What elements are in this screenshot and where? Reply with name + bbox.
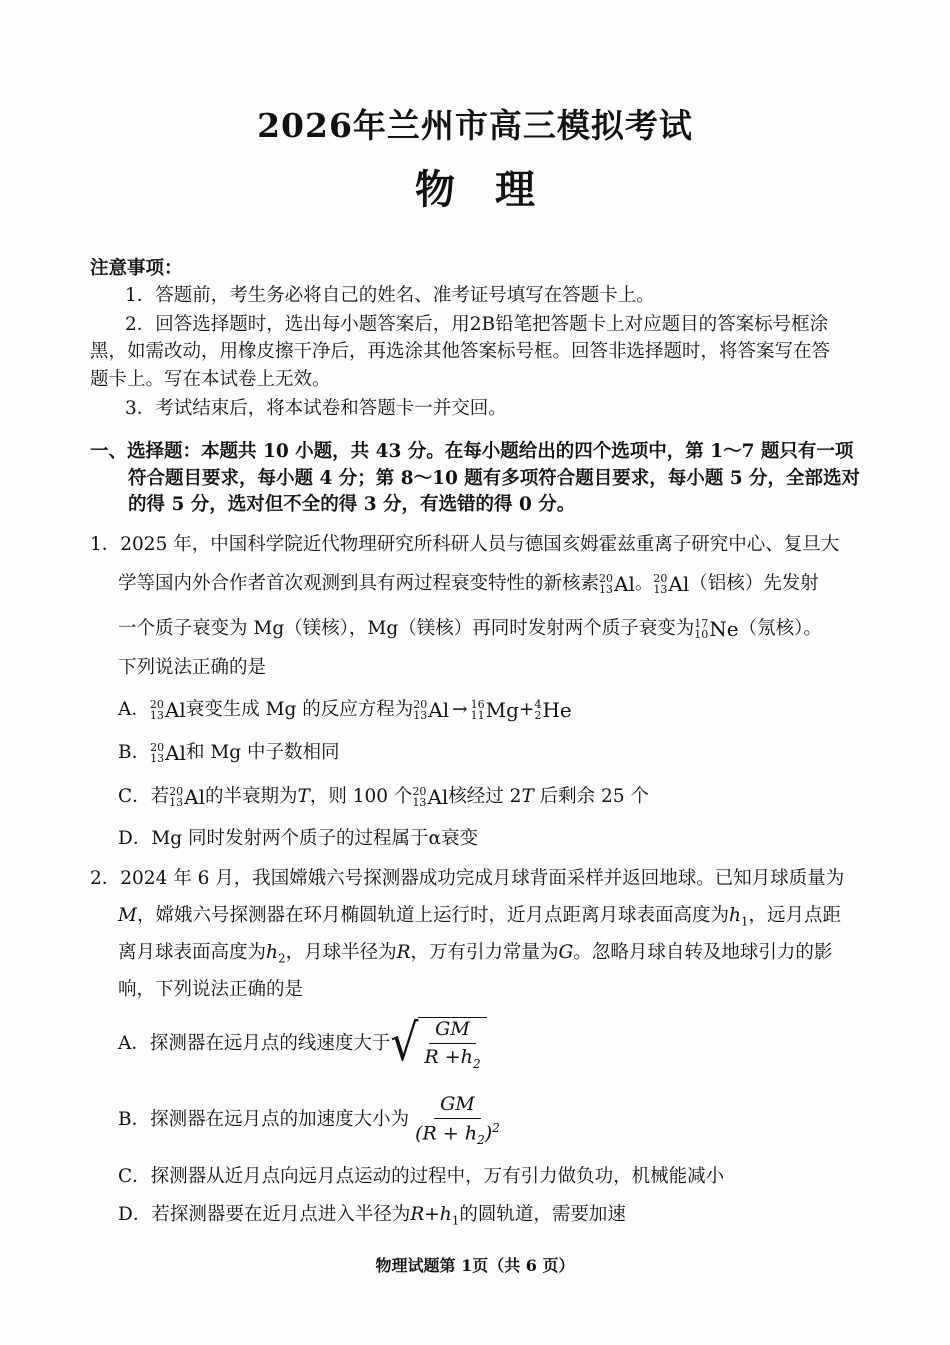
nuclide-he: 4 2 He — [534, 698, 572, 722]
q2-option-c: C．探测器从近月点向远月点运动的过程中，万有引力做负功，机械能减小 — [118, 1166, 725, 1187]
q1-line-3: 一个质子衰变为 Mg（镁核），Mg（镁核）再同时发射两个质子衰变为 17 10 Ne （氖核）。 — [118, 617, 822, 641]
section-heading-line-2: 符合题目要求，每小题 4 分；第 8～10 题有多项符合题目要求，每小题 5 分，全部选对 — [128, 468, 861, 489]
exam-title: 2026年兰州市高三模拟考试 — [257, 106, 693, 145]
nuclide-al: 20 13 Al — [150, 741, 186, 765]
q2-line-4: 响，下列说法正确的是 — [118, 979, 304, 1000]
page-footer: 物理试题第 1页（共 6 页） — [375, 1256, 575, 1275]
q2-line-1: 2．2024 年 6 月，我国嫦娥六号探测器成功完成月球背面采样并返回地球。已知月球质量为 — [90, 868, 845, 889]
notice-item-2-line-2: 黑，如需改动，用橡皮擦干净后，再选涂其他答案标号框。回答非选择题时，将答案写在答 — [90, 341, 831, 362]
notice-item-1: 1．答题前，考生务必将自己的姓名、准考证号填写在答题卡上。 — [125, 285, 655, 306]
nuclide-al: 20 13 Al — [599, 572, 635, 596]
reaction-arrow: → — [452, 699, 468, 720]
q1-line-2: 学等国内外合作者首次观测到具有两过程衰变特性的新核素 20 13 Al 。 20 13 Al （铝核）先发射 — [118, 572, 819, 596]
nuclide-al: 20 13 Al — [169, 785, 205, 809]
section-heading-line-1: 一、选择题：本题共 10 小题，共 43 分。在每小题给出的四个选项中，第 1～7 题只有一项 — [90, 441, 854, 462]
notice-heading: 注意事项： — [90, 258, 183, 279]
fraction-expression: $\frac{GM}{(R + h_2)^2}$ — [415, 1093, 500, 1147]
notice-item-2-line-3: 题卡上。写在本试卷上无效。 — [90, 369, 331, 390]
notice-item-2-line-1: 2．回答选择题时，选出每小题答案后，用2B铅笔把答题卡上对应题目的答案标号框涂 — [125, 314, 829, 335]
q2-option-a: A．探测器在远月点的线速度大于 √ $\frac{GM}{R +h_2}$ — [118, 1017, 487, 1071]
q1-line-4: 下列说法正确的是 — [118, 657, 267, 678]
q1-option-c: C．若 20 13 Al 的半衰期为T，则 100 个 20 13 Al 核经过 2T 后剩余 25 个 — [118, 785, 649, 809]
nuclide-mg: 16 11 Mg — [470, 698, 519, 722]
sqrt-expression: √ $\frac{GM}{R +h_2}$ — [390, 1017, 486, 1071]
q1-option-b: B． 20 13 Al 和 Mg 中子数相同 — [118, 741, 340, 765]
subject-title: 物理 — [415, 166, 575, 213]
nuclide-al: 20 13 Al — [413, 698, 450, 722]
q1-option-d: D．Mg 同时发射两个质子的过程属于α衰变 — [118, 828, 478, 849]
nuclide-al: 20 13 Al — [149, 698, 186, 722]
nuclide-al: 20 13 Al — [412, 785, 449, 809]
q2-line-3: 离月球表面高度为$h_2$，月球半径为R，万有引力常量为G。忽略月球自转及地球引力的影 — [118, 942, 833, 966]
nuclide-al: 20 13 Al — [653, 572, 690, 596]
q2-option-b: B．探测器在远月点的加速度大小为 $\frac{GM}{(R + h_2)^2}$ — [118, 1093, 506, 1147]
q2-option-d: D．若探测器要在近月点进入半径为$R+h_1$的圆轨道，需要加速 — [118, 1204, 626, 1228]
notice-item-3: 3．考试结束后，将本试卷和答题卡一并交回。 — [125, 398, 507, 419]
q1-option-a: A． 20 13 Al 衰变生成 Mg 的反应方程为 20 13 Al → 16 11 Mg + 4 2 He — [118, 698, 572, 722]
section-heading-line-3: 的得 5 分，选对但不全的得 3 分，有选错的得 0 分。 — [128, 494, 576, 515]
nuclide-ne: 17 10 Ne — [694, 617, 739, 641]
q1-line-1: 1．2025 年，中国科学院近代物理研究所科研人员与德国亥姆霍兹重离子研究中心、复旦大 — [90, 534, 840, 555]
q2-line-2: M，嫦娥六号探测器在环月椭圆轨道上运行时，近月点距离月球表面高度为$h_1$，远月点距 — [118, 905, 842, 929]
